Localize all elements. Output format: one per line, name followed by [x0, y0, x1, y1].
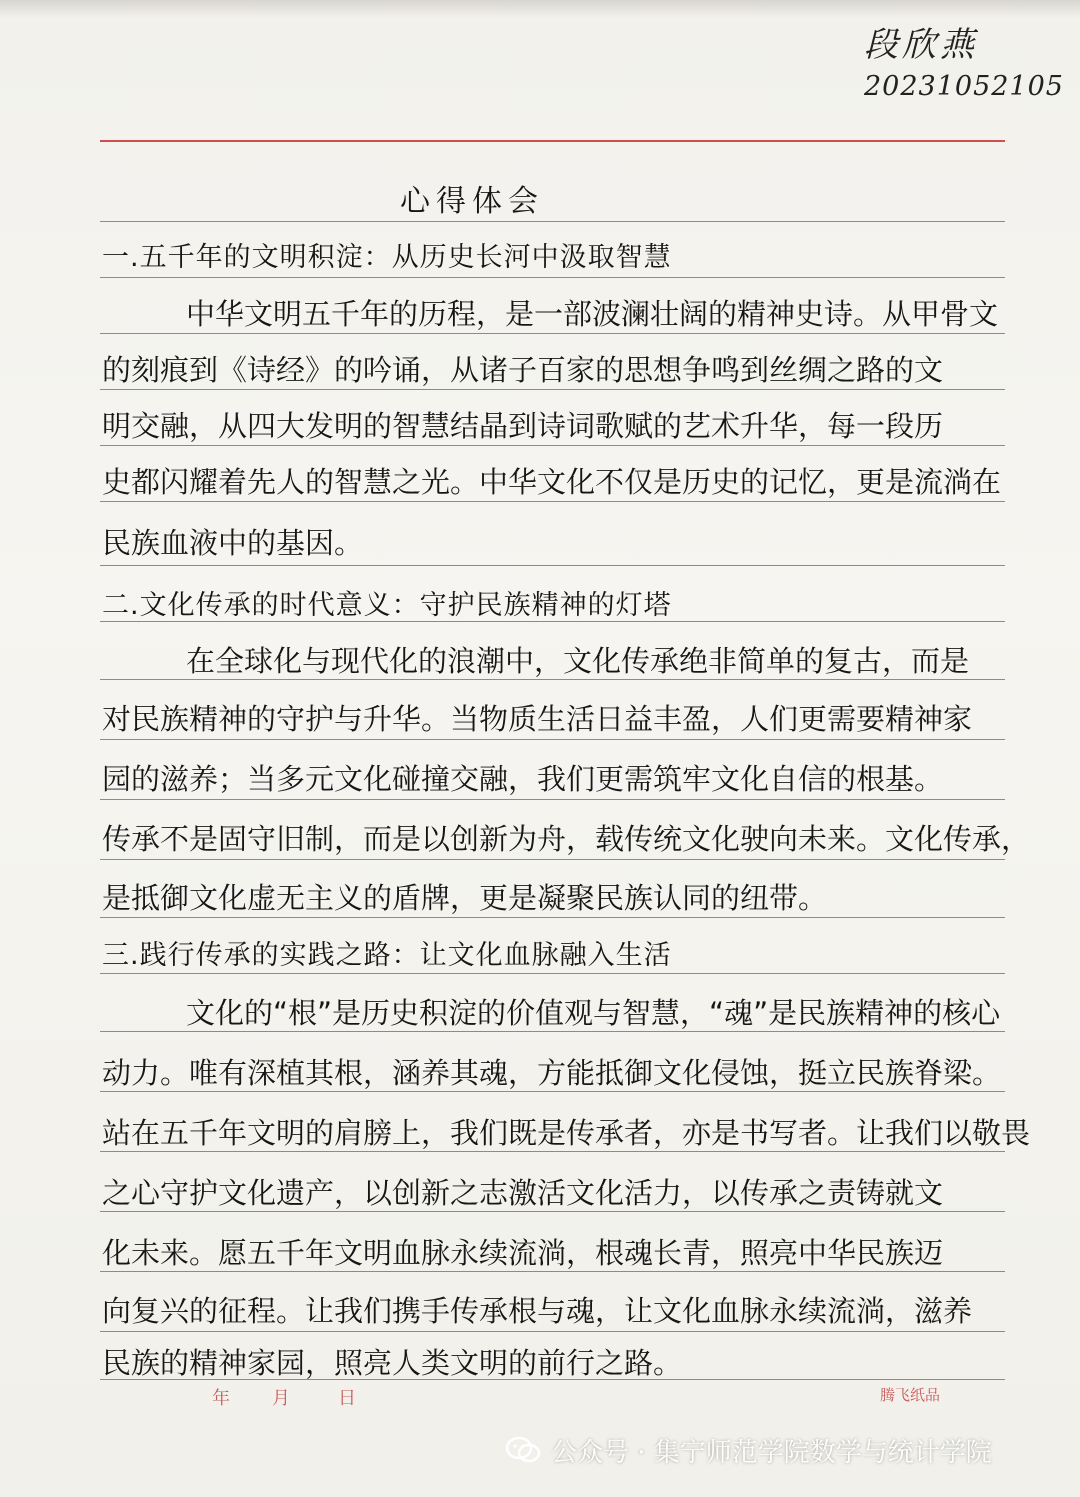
essay-line: 明交融，从四大发明的智慧结晶到诗词歌赋的艺术升华，每一段历 [102, 409, 944, 443]
student-id: 20231052105 [864, 71, 1064, 103]
essay-line: 文化的“根”是历史积淀的价值观与智慧，“魂”是民族精神的核心 [186, 996, 1001, 1030]
essay-line: 向复兴的征程。让我们携手传承根与魂，让文化血脉永续流淌，滋养 [102, 1294, 973, 1328]
ruled-line [100, 1031, 1005, 1032]
author-block [864, 26, 1064, 102]
section-heading-2: 二.文化传承的时代意义：守护民族精神的灯塔 [102, 590, 672, 621]
ruled-line [100, 739, 1005, 740]
essay-line: 是抵御文化虚无主义的盾牌，更是凝聚民族认同的纽带。 [102, 881, 828, 915]
essay-line: 对民族精神的守护与升华。当物质生活日益丰盈，人们更需要精神家 [102, 702, 973, 736]
top-margin-rule [100, 140, 1005, 142]
ruled-line [100, 445, 1005, 446]
ruled-line [100, 679, 1005, 680]
ruled-line [100, 389, 1005, 390]
ruled-line [100, 565, 1005, 566]
essay-line: 园的滋养；当多元文化碰撞交融，我们更需筑牢文化自信的根基。 [102, 762, 944, 796]
paper-edge-shadow [0, 0, 1080, 18]
essay-line: 的刻痕到《诗经》的吟诵，从诸子百家的思想争鸣到丝绸之路的文 [102, 353, 944, 387]
footer-year-label: 年 [212, 1388, 230, 1409]
ruled-line [100, 1271, 1005, 1272]
essay-line: 站在五千年文明的肩膀上，我们既是传承者，亦是书写者。让我们以敬畏 [102, 1116, 1031, 1150]
essay-line: 民族血液中的基因。 [102, 526, 364, 560]
essay-line: 史都闪耀着先人的智慧之光。中华文化不仅是历史的记忆，更是流淌在 [102, 465, 1002, 499]
footer-day-label: 日 [338, 1388, 356, 1409]
paper-brand-mark: 腾飞纸品 [880, 1386, 941, 1404]
ruled-line [100, 1151, 1005, 1152]
section-heading-3: 三.践行传承的实践之路：让文化血脉融入生活 [102, 940, 672, 971]
footer-month-label: 月 [272, 1388, 290, 1409]
essay-line: 化未来。愿五千年文明血脉永续流淌，根魂长青，照亮中华民族迈 [102, 1236, 944, 1270]
section-heading-1: 一.五千年的文明积淀：从历史长河中汲取智慧 [102, 242, 672, 273]
ruled-line [100, 1211, 1005, 1212]
ruled-line [100, 917, 1005, 918]
ruled-line [100, 799, 1005, 800]
ruled-line [100, 1091, 1005, 1092]
author-name: 段欣燕 [864, 25, 978, 65]
ruled-line [100, 501, 1005, 502]
essay-line: 中华文明五千年的历程，是一部波澜壮阔的精神史诗。从甲骨文 [186, 297, 999, 331]
wechat-watermark [505, 1430, 992, 1470]
essay-title: 心得体会 [400, 184, 544, 219]
essay-line: 动力。唯有深植其根，涵养其魂，方能抵御文化侵蚀，挺立民族脊梁。 [102, 1056, 1002, 1090]
ruled-line [100, 221, 1005, 222]
ruled-line [100, 277, 1005, 278]
essay-line: 传承不是固守旧制，而是以创新为舟，载传统文化驶向未来。文化传承， [102, 822, 1031, 856]
ruled-line [100, 859, 1005, 860]
ruled-line [100, 1331, 1005, 1332]
essay-line: 之心守护文化遗产，以创新之志激活文化活力，以传承之责铸就文 [102, 1176, 944, 1210]
wechat-icon [505, 1436, 541, 1464]
ruled-line [100, 333, 1005, 334]
watermark-text: 公众号 · 集宁师范学院数学与统计学院 [551, 1437, 992, 1468]
essay-line: 民族的精神家园，照亮人类文明的前行之路。 [102, 1346, 683, 1380]
essay-line: 在全球化与现代化的浪潮中，文化传承绝非简单的复古，而是 [186, 644, 970, 678]
